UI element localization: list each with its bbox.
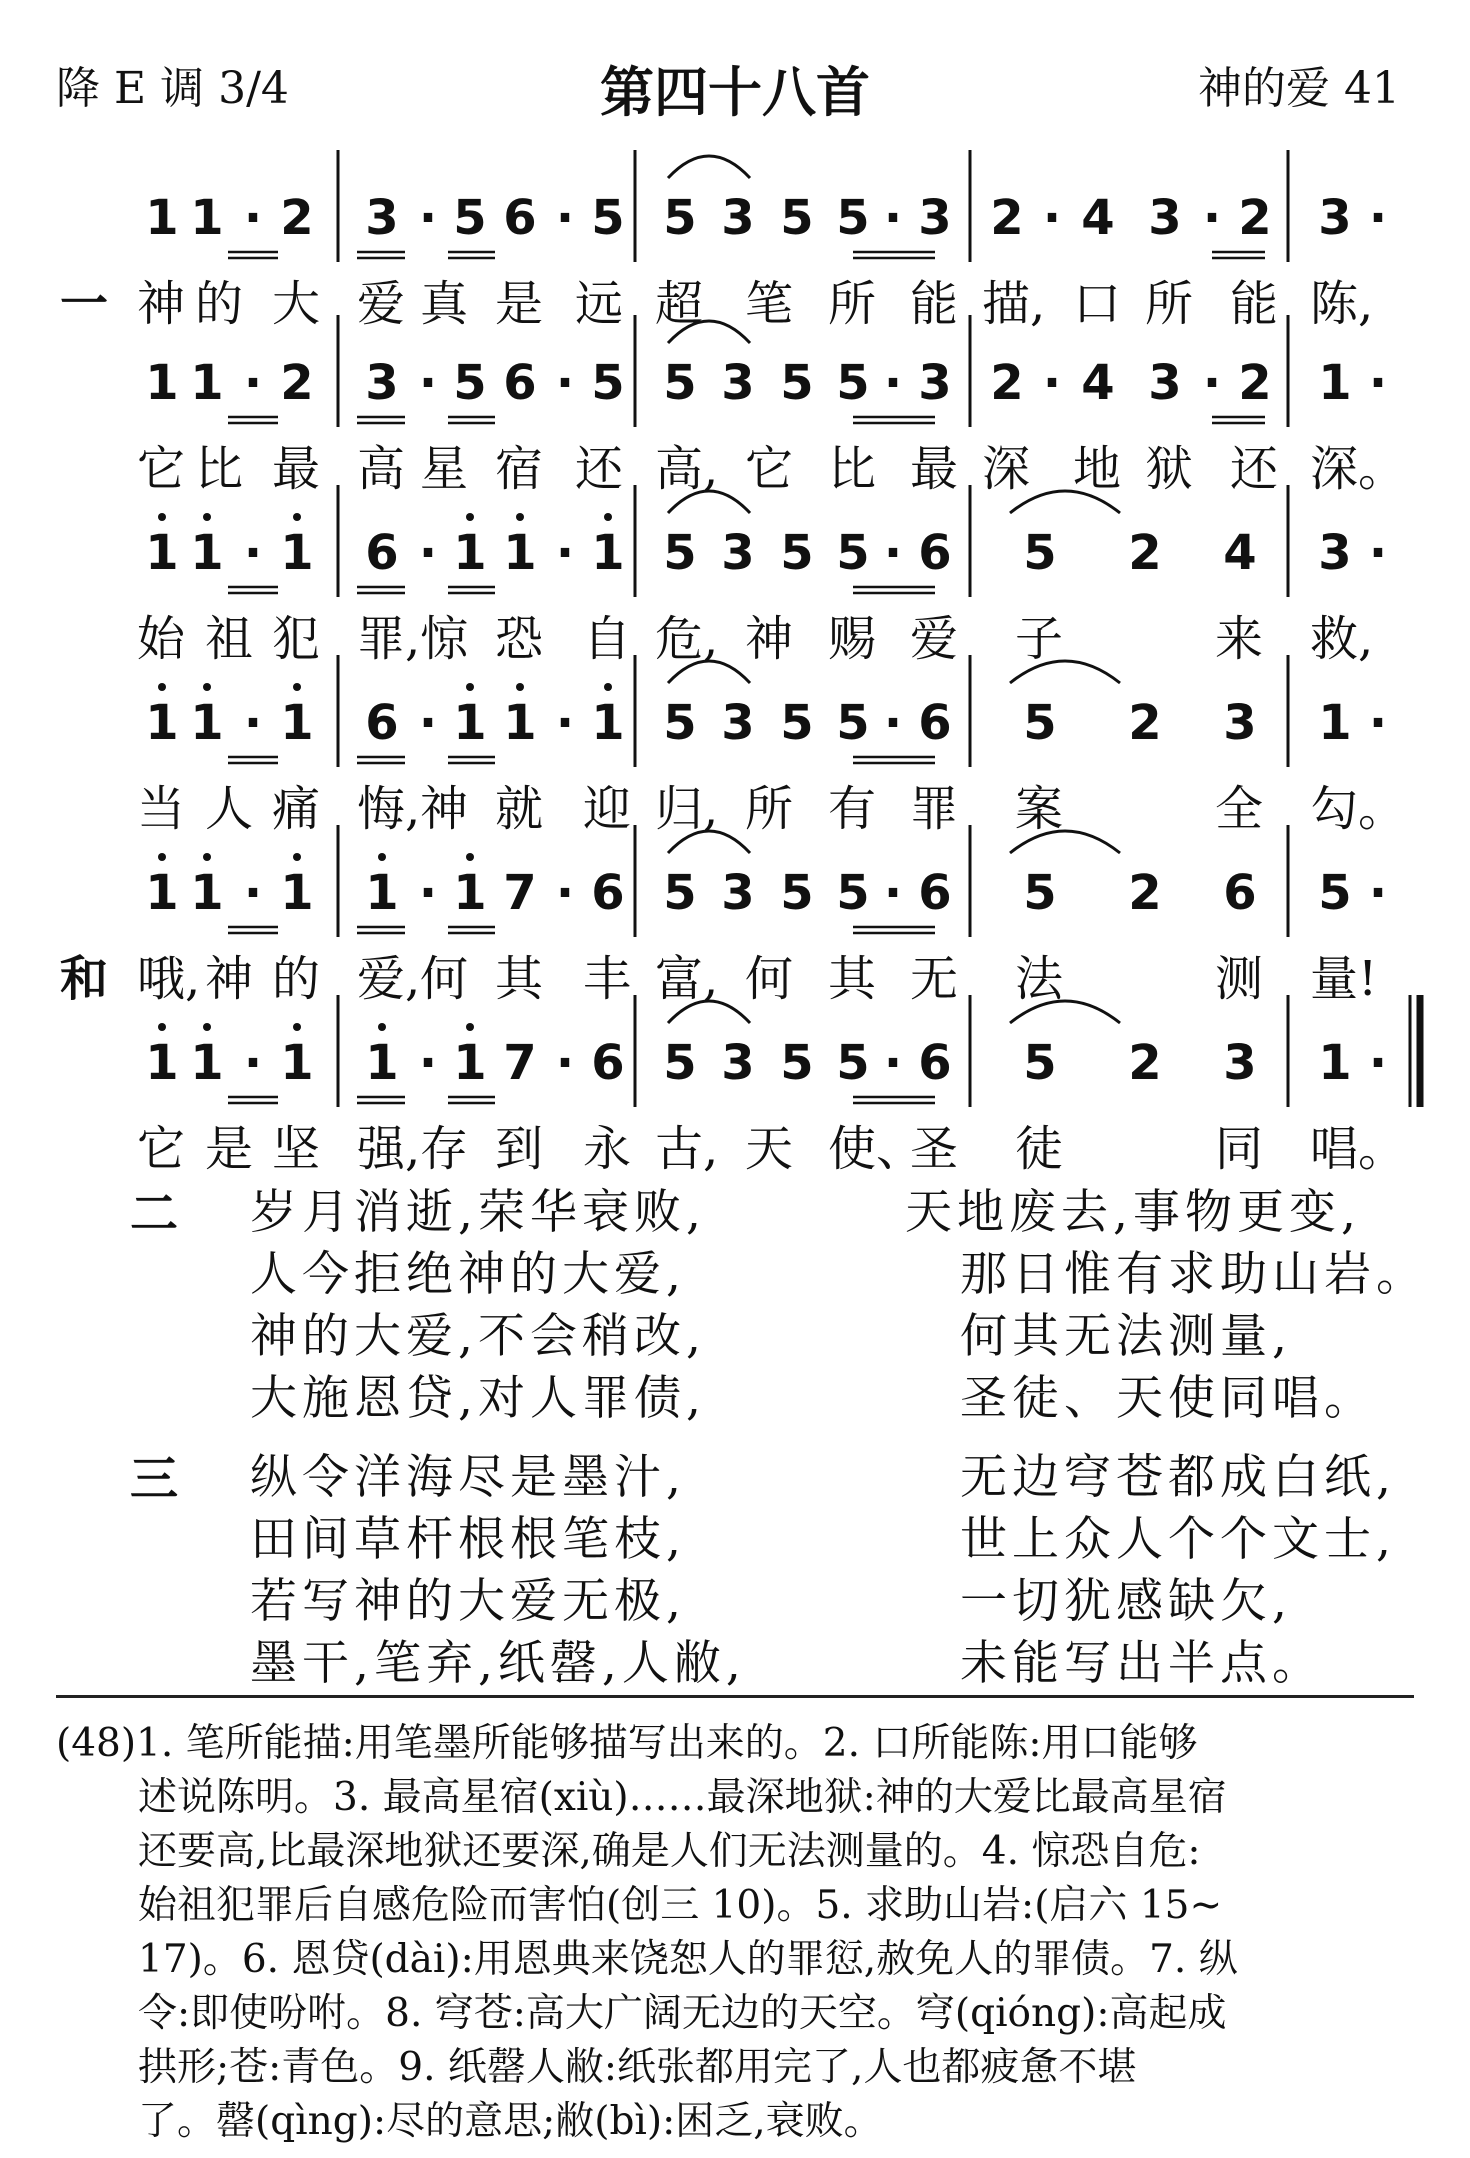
lyric-syllable: 最 bbox=[910, 441, 959, 497]
lyric-syllable: 比 bbox=[828, 441, 877, 497]
note: 1 bbox=[453, 695, 487, 751]
note: 6 bbox=[918, 865, 952, 921]
lyric-syllable: 高 bbox=[357, 441, 406, 497]
lyric-syllable: 归, bbox=[655, 781, 719, 837]
high-octave-dot bbox=[158, 853, 166, 861]
note: 5 bbox=[836, 865, 870, 921]
footnote-divider bbox=[56, 1695, 1414, 1698]
lyric-syllable: 能 bbox=[1230, 276, 1279, 332]
note: 5 bbox=[663, 1035, 697, 1091]
lyric-syllable: 超 bbox=[655, 276, 704, 332]
note: 1 bbox=[190, 865, 224, 921]
high-octave-dot bbox=[293, 513, 301, 521]
lyric-syllable: 救, bbox=[1310, 611, 1374, 667]
rhythm-dot: · bbox=[555, 695, 575, 751]
note: 3 bbox=[1318, 525, 1352, 581]
rhythm-dot: · bbox=[1368, 190, 1388, 246]
note: 5 bbox=[1023, 525, 1057, 581]
lyric-syllable: 富, bbox=[655, 951, 719, 1007]
note: 5 bbox=[1318, 865, 1352, 921]
lyric-syllable: 还 bbox=[1230, 441, 1279, 497]
lyric-syllable: 存 bbox=[420, 1121, 469, 1177]
note: 6 bbox=[503, 190, 537, 246]
lyric-syllable: 爱 bbox=[357, 276, 406, 332]
lyric-syllable: 赐 bbox=[828, 611, 877, 667]
note: 1 bbox=[280, 695, 314, 751]
note: 5 bbox=[836, 695, 870, 751]
lyric-syllable: 惊 bbox=[420, 611, 469, 667]
rhythm-dot: · bbox=[1368, 525, 1388, 581]
high-octave-dot bbox=[466, 853, 474, 861]
lyric-syllable: 徒 bbox=[1015, 1121, 1064, 1177]
note: 5 bbox=[591, 355, 625, 411]
lyric-syllable: 当 bbox=[137, 781, 186, 837]
note: 1 bbox=[503, 695, 537, 751]
lyric-syllable: 圣 bbox=[910, 1121, 959, 1177]
rhythm-dot: · bbox=[243, 355, 263, 411]
note: 1 bbox=[591, 525, 625, 581]
lyric-syllable: 所 bbox=[1145, 276, 1194, 332]
note: 1 bbox=[190, 695, 224, 751]
rhythm-dot: · bbox=[1202, 355, 1222, 411]
rhythm-dot: · bbox=[243, 525, 263, 581]
high-octave-dot bbox=[516, 683, 524, 691]
note: 5 bbox=[663, 525, 697, 581]
lyric-syllable: 陈, bbox=[1310, 276, 1374, 332]
lyric-syllable: 同 bbox=[1215, 1121, 1264, 1177]
note: 1 bbox=[453, 525, 487, 581]
note: 3 bbox=[365, 190, 399, 246]
note: 5 bbox=[836, 355, 870, 411]
lyric-syllable: 迎 bbox=[583, 781, 632, 837]
verse-line: 若写神的大爱无极, bbox=[250, 1574, 686, 1629]
lyric-syllable: 星 bbox=[420, 441, 469, 497]
lyric-syllable: 是 bbox=[205, 1121, 254, 1177]
rhythm-dot: · bbox=[883, 1035, 903, 1091]
lyric-syllable: 宿 bbox=[495, 441, 544, 497]
lyric-syllable: 法 bbox=[1015, 951, 1064, 1007]
rhythm-dot: · bbox=[418, 1035, 438, 1091]
verse-line: 无边穹苍都成白纸, bbox=[960, 1450, 1396, 1505]
lyric-syllable: 所 bbox=[828, 276, 877, 332]
note: 5 bbox=[780, 865, 814, 921]
lyric-syllable: 描, bbox=[982, 276, 1046, 332]
note: 6 bbox=[503, 355, 537, 411]
lyric-syllable: 自 bbox=[583, 611, 632, 667]
high-octave-dot bbox=[203, 1023, 211, 1031]
note: 5 bbox=[1023, 865, 1057, 921]
verse-line: 纵令洋海尽是墨汁, bbox=[250, 1450, 686, 1505]
note: 1 bbox=[1318, 695, 1352, 751]
note: 1 bbox=[190, 525, 224, 581]
note: 1 bbox=[145, 355, 179, 411]
rhythm-dot: · bbox=[1042, 355, 1062, 411]
rhythm-dot: · bbox=[555, 190, 575, 246]
rhythm-dot: · bbox=[555, 525, 575, 581]
note: 5 bbox=[453, 355, 487, 411]
note: 2 bbox=[990, 355, 1024, 411]
lyric-syllable: 坚 bbox=[272, 1121, 321, 1177]
note: 5 bbox=[780, 525, 814, 581]
note: 5 bbox=[836, 525, 870, 581]
note: 6 bbox=[918, 1035, 952, 1091]
footnote-line: 还要高,比最深地狱还要深,确是人们无法测量的。4. 惊恐自危: bbox=[138, 1829, 1201, 1874]
note: 5 bbox=[663, 865, 697, 921]
lyric-syllable: 子 bbox=[1015, 611, 1064, 667]
high-octave-dot bbox=[293, 853, 301, 861]
note: 1 bbox=[453, 865, 487, 921]
note: 3 bbox=[721, 190, 755, 246]
footnote-line: 令:即使吩咐。8. 穹苍:高大广阔无边的天空。穹(qióng):高起成 bbox=[138, 1991, 1227, 2036]
note: 3 bbox=[1318, 190, 1352, 246]
lyric-syllable: 悔, bbox=[357, 781, 421, 837]
lyric-syllable: 哦, bbox=[137, 951, 201, 1007]
note: 1 bbox=[145, 865, 179, 921]
lyric-syllable: 何 bbox=[745, 951, 794, 1007]
verse-line: 神的大爱,不会稍改, bbox=[250, 1309, 706, 1364]
note: 6 bbox=[365, 695, 399, 751]
rhythm-dot: · bbox=[1202, 190, 1222, 246]
verse-line: 天地废去,事物更变, bbox=[905, 1185, 1361, 1240]
rhythm-dot: · bbox=[418, 190, 438, 246]
footnote-line: 拱形;苍:青色。9. 纸罄人敝:纸张都用完了,人也都疲惫不堪 bbox=[138, 2045, 1137, 2090]
lyric-syllable: 最 bbox=[272, 441, 321, 497]
lyric-syllable: 能 bbox=[910, 276, 959, 332]
high-octave-dot bbox=[203, 853, 211, 861]
lyric-syllable: 口 bbox=[1073, 276, 1122, 332]
lyric-syllable: 是 bbox=[495, 276, 544, 332]
high-octave-dot bbox=[466, 513, 474, 521]
lyric-syllable: 案 bbox=[1015, 781, 1064, 837]
lyric-syllable: 使、 bbox=[828, 1121, 925, 1177]
note: 1 bbox=[453, 1035, 487, 1091]
note: 5 bbox=[663, 695, 697, 751]
rhythm-dot: · bbox=[243, 865, 263, 921]
note: 4 bbox=[1081, 190, 1115, 246]
section-label: 一 bbox=[60, 276, 109, 332]
rhythm-dot: · bbox=[418, 695, 438, 751]
verse-line: 一切犹感缺欠, bbox=[960, 1574, 1292, 1629]
lyric-syllable: 远 bbox=[575, 276, 624, 332]
lyric-syllable: 真 bbox=[420, 276, 469, 332]
lyric-syllable: 它 bbox=[745, 441, 794, 497]
note: 2 bbox=[1128, 1035, 1162, 1091]
lyric-syllable: 无 bbox=[910, 951, 959, 1007]
lyric-syllable: 它 bbox=[137, 1121, 186, 1177]
rhythm-dot: · bbox=[243, 190, 263, 246]
note: 3 bbox=[721, 1035, 755, 1091]
lyric-syllable: 比 bbox=[195, 441, 244, 497]
hymn-topic: 神的爱 41 bbox=[1198, 63, 1400, 114]
lyric-syllable: 人 bbox=[205, 781, 254, 837]
note: 1 bbox=[145, 1035, 179, 1091]
note: 3 bbox=[918, 190, 952, 246]
verse-line: 田间草杆根根笔枝, bbox=[250, 1512, 686, 1567]
lyric-syllable: 全 bbox=[1215, 781, 1264, 837]
lyric-syllable: 它 bbox=[137, 441, 186, 497]
note: 5 bbox=[1023, 695, 1057, 751]
lyric-syllable: 深 bbox=[982, 441, 1031, 497]
verse-number: 三 bbox=[130, 1451, 179, 1507]
lyric-syllable: 就 bbox=[495, 781, 544, 837]
high-octave-dot bbox=[158, 513, 166, 521]
note: 6 bbox=[918, 695, 952, 751]
lyric-syllable: 来 bbox=[1215, 611, 1264, 667]
lyric-syllable: 到 bbox=[495, 1121, 544, 1177]
lyric-syllable: 神 bbox=[137, 276, 186, 332]
lyric-syllable: 犯 bbox=[272, 611, 321, 667]
high-octave-dot bbox=[378, 853, 386, 861]
rhythm-dot: · bbox=[883, 355, 903, 411]
slur bbox=[668, 156, 750, 178]
note: 2 bbox=[1128, 525, 1162, 581]
note: 2 bbox=[280, 190, 314, 246]
note: 6 bbox=[591, 865, 625, 921]
note: 3 bbox=[721, 355, 755, 411]
footnote-line: 17)。6. 恩贷(dài):用恩典来饶恕人的罪愆,赦免人的罪债。7. 纵 bbox=[138, 1937, 1238, 1982]
verse-line: 岁月消逝,荣华衰败, bbox=[250, 1185, 706, 1240]
high-octave-dot bbox=[466, 1023, 474, 1031]
lyric-syllable: 神 bbox=[420, 781, 469, 837]
note: 2 bbox=[990, 190, 1024, 246]
lyric-syllable: 还 bbox=[575, 441, 624, 497]
lyric-syllable: 深。 bbox=[1310, 441, 1407, 497]
high-octave-dot bbox=[516, 513, 524, 521]
note: 3 bbox=[1223, 695, 1257, 751]
note: 3 bbox=[1223, 1035, 1257, 1091]
lyric-syllable: 祖 bbox=[205, 611, 254, 667]
high-octave-dot bbox=[158, 1023, 166, 1031]
lyric-syllable: 唱。 bbox=[1310, 1121, 1407, 1177]
lyric-syllable: 罪, bbox=[357, 611, 421, 667]
note: 1 bbox=[145, 525, 179, 581]
rhythm-dot: · bbox=[418, 525, 438, 581]
lyric-syllable: 测 bbox=[1215, 951, 1264, 1007]
note: 6 bbox=[918, 525, 952, 581]
note: 5 bbox=[591, 190, 625, 246]
note: 4 bbox=[1223, 525, 1257, 581]
note: 3 bbox=[1148, 355, 1182, 411]
note: 1 bbox=[190, 190, 224, 246]
high-octave-dot bbox=[293, 683, 301, 691]
note: 2 bbox=[1238, 355, 1272, 411]
lyric-syllable: 有 bbox=[828, 781, 877, 837]
high-octave-dot bbox=[604, 683, 612, 691]
rhythm-dot: · bbox=[555, 1035, 575, 1091]
verse-line: 何其无法测量, bbox=[960, 1309, 1292, 1364]
footnote-line: 述说陈明。3. 最高星宿(xiù)……最深地狱:神的大爱比最高星宿 bbox=[138, 1775, 1227, 1820]
verse-line: 未能写出半点。 bbox=[960, 1636, 1324, 1691]
rhythm-dot: · bbox=[418, 355, 438, 411]
rhythm-dot: · bbox=[883, 525, 903, 581]
lyric-syllable: 古, bbox=[655, 1121, 719, 1177]
note: 5 bbox=[663, 190, 697, 246]
lyric-syllable: 量! bbox=[1310, 951, 1378, 1007]
note: 3 bbox=[721, 695, 755, 751]
note: 1 bbox=[365, 865, 399, 921]
note: 1 bbox=[280, 525, 314, 581]
lyric-syllable: 何 bbox=[420, 951, 469, 1007]
lyric-syllable: 笔 bbox=[745, 276, 794, 332]
note: 6 bbox=[1223, 865, 1257, 921]
key-signature: 降 E 调 3/4 bbox=[56, 63, 289, 114]
lyric-syllable: 高, bbox=[655, 441, 719, 497]
note: 1 bbox=[145, 695, 179, 751]
note: 2 bbox=[1128, 695, 1162, 751]
note: 1 bbox=[280, 1035, 314, 1091]
lyric-syllable: 强, bbox=[357, 1121, 421, 1177]
lyric-syllable: 神 bbox=[205, 951, 254, 1007]
rhythm-dot: · bbox=[1368, 695, 1388, 751]
note: 6 bbox=[591, 1035, 625, 1091]
note: 2 bbox=[1128, 865, 1162, 921]
lyric-syllable: 其 bbox=[828, 951, 877, 1007]
high-octave-dot bbox=[604, 513, 612, 521]
note: 1 bbox=[591, 695, 625, 751]
note: 1 bbox=[503, 525, 537, 581]
note: 5 bbox=[780, 355, 814, 411]
note: 1 bbox=[280, 865, 314, 921]
note: 5 bbox=[780, 1035, 814, 1091]
note: 1 bbox=[190, 355, 224, 411]
rhythm-dot: · bbox=[243, 695, 263, 751]
note: 1 bbox=[190, 1035, 224, 1091]
lyric-syllable: 狱 bbox=[1145, 441, 1194, 497]
note: 2 bbox=[280, 355, 314, 411]
rhythm-dot: · bbox=[1368, 865, 1388, 921]
lyric-syllable: 的 bbox=[272, 951, 321, 1007]
verse-line: 墨干,笔弃,纸罄,人敝, bbox=[250, 1636, 746, 1691]
verse-line: 圣徒、天使同唱。 bbox=[960, 1371, 1376, 1426]
lyric-syllable: 丰 bbox=[583, 951, 632, 1007]
note: 3 bbox=[1148, 190, 1182, 246]
verse-number: 二 bbox=[130, 1186, 179, 1242]
note: 5 bbox=[453, 190, 487, 246]
lyric-syllable: 爱 bbox=[910, 611, 959, 667]
hymn-title: 第四十八首 bbox=[600, 60, 870, 124]
rhythm-dot: · bbox=[883, 190, 903, 246]
high-octave-dot bbox=[203, 513, 211, 521]
lyric-syllable: 始 bbox=[137, 611, 186, 667]
lyric-syllable: 天 bbox=[745, 1121, 794, 1177]
lyric-syllable: 大 bbox=[272, 276, 321, 332]
note: 1 bbox=[145, 190, 179, 246]
footnote-line: (48)1. 笔所能描:用笔墨所能够描写出来的。2. 口所能陈:用口能够 bbox=[56, 1721, 1198, 1766]
note: 5 bbox=[836, 190, 870, 246]
note: 1 bbox=[365, 1035, 399, 1091]
note: 5 bbox=[780, 190, 814, 246]
rhythm-dot: · bbox=[243, 1035, 263, 1091]
note: 1 bbox=[1318, 1035, 1352, 1091]
note: 3 bbox=[365, 355, 399, 411]
note: 1 bbox=[1318, 355, 1352, 411]
verse-line: 人今拒绝神的大爱, bbox=[250, 1247, 686, 1302]
lyric-syllable: 勾。 bbox=[1310, 781, 1407, 837]
note: 7 bbox=[503, 865, 537, 921]
footnote-line: 始祖犯罪后自感危险而害怕(创三 10)。5. 求助山岩:(启六 15~ bbox=[138, 1883, 1223, 1928]
footnote-line: 了。罄(qìng):尽的意思;敝(bì):困乏,衰败。 bbox=[138, 2099, 883, 2144]
note: 5 bbox=[836, 1035, 870, 1091]
rhythm-dot: · bbox=[883, 865, 903, 921]
note: 3 bbox=[721, 865, 755, 921]
rhythm-dot: · bbox=[883, 695, 903, 751]
high-octave-dot bbox=[158, 683, 166, 691]
verse-line: 那日惟有求助山岩。 bbox=[960, 1247, 1428, 1302]
high-octave-dot bbox=[293, 1023, 301, 1031]
note: 5 bbox=[1023, 1035, 1057, 1091]
lyric-syllable: 危, bbox=[655, 611, 719, 667]
rhythm-dot: · bbox=[555, 865, 575, 921]
note: 3 bbox=[918, 355, 952, 411]
lyric-syllable: 罪 bbox=[910, 781, 959, 837]
note: 3 bbox=[721, 525, 755, 581]
high-octave-dot bbox=[378, 1023, 386, 1031]
note: 2 bbox=[1238, 190, 1272, 246]
high-octave-dot bbox=[203, 683, 211, 691]
rhythm-dot: · bbox=[1042, 190, 1062, 246]
lyric-syllable: 恐 bbox=[495, 611, 544, 667]
lyric-syllable: 神 bbox=[745, 611, 794, 667]
lyric-syllable: 地 bbox=[1073, 441, 1122, 497]
verse-line: 大施恩贷,对人罪债, bbox=[250, 1371, 706, 1426]
rhythm-dot: · bbox=[1368, 1035, 1388, 1091]
verse-line: 世上众人个个文士, bbox=[960, 1512, 1396, 1567]
rhythm-dot: · bbox=[555, 355, 575, 411]
note: 6 bbox=[365, 525, 399, 581]
rhythm-dot: · bbox=[418, 865, 438, 921]
rhythm-dot: · bbox=[1368, 355, 1388, 411]
note: 5 bbox=[780, 695, 814, 751]
section-label: 和 bbox=[60, 951, 109, 1007]
note: 5 bbox=[663, 355, 697, 411]
high-octave-dot bbox=[466, 683, 474, 691]
lyric-syllable: 永 bbox=[583, 1121, 632, 1177]
lyric-syllable: 的 bbox=[195, 276, 244, 332]
note: 7 bbox=[503, 1035, 537, 1091]
lyric-syllable: 所 bbox=[745, 781, 794, 837]
lyric-syllable: 其 bbox=[495, 951, 544, 1007]
note: 4 bbox=[1081, 355, 1115, 411]
lyric-syllable: 痛 bbox=[272, 781, 321, 837]
lyric-syllable: 爱, bbox=[357, 951, 421, 1007]
